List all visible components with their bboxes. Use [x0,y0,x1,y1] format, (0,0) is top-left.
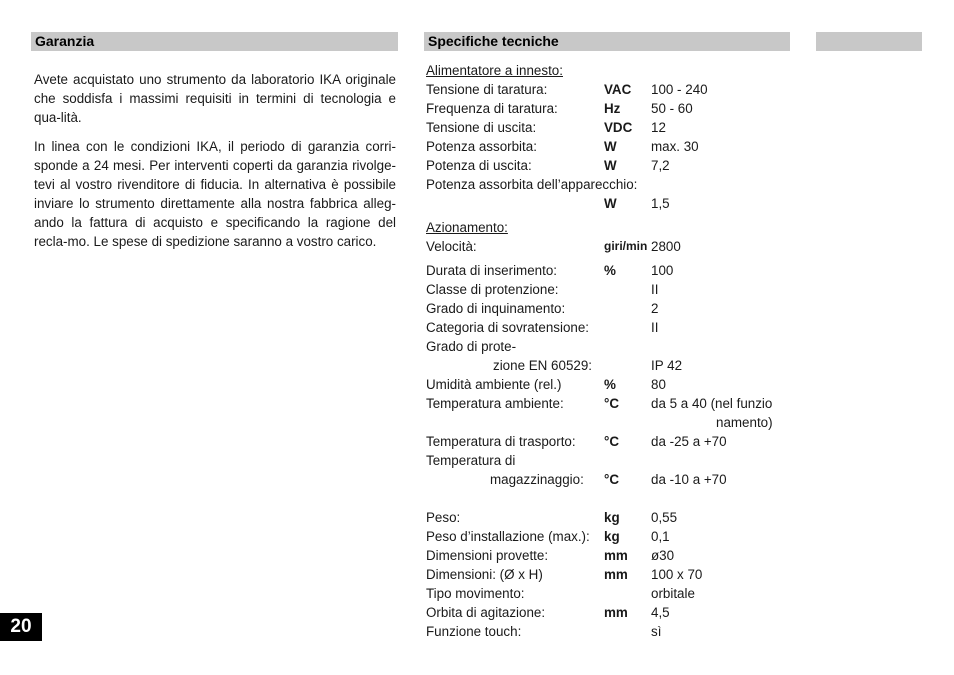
specs-header-bar [424,32,790,51]
section-drive: Azionamento: [426,220,508,235]
section-power-supply: Alimentatore a innesto: [426,63,563,78]
specs-heading: Specifiche tecniche [428,33,559,49]
page-number: 20 [0,613,42,641]
warranty-paragraph-2: In linea con le condizioni IKA, il periodo di garanzia corri-sponde a 24 mesi. Per interventi coperti da garanzia rivolge-tevi al vostro rivenditore di fiducia. In alternativa è possibile inviare lo strumento direttamente alla nostra fabbrica alleg-ando la fattura di acquisto e specificando la ragione del recla-mo. Le spese di spedizione saranno a vostro carico. [34,139,396,249]
warranty-paragraph-1: Avete acquistato uno strumento da laboratorio IKA originale che soddisfa i massimi requisiti in termini di tecnologia e qua-lità. [34,72,396,125]
warranty-header-bar [31,32,398,51]
warranty-heading: Garanzia [35,33,95,49]
blank-header-bar [816,32,922,51]
